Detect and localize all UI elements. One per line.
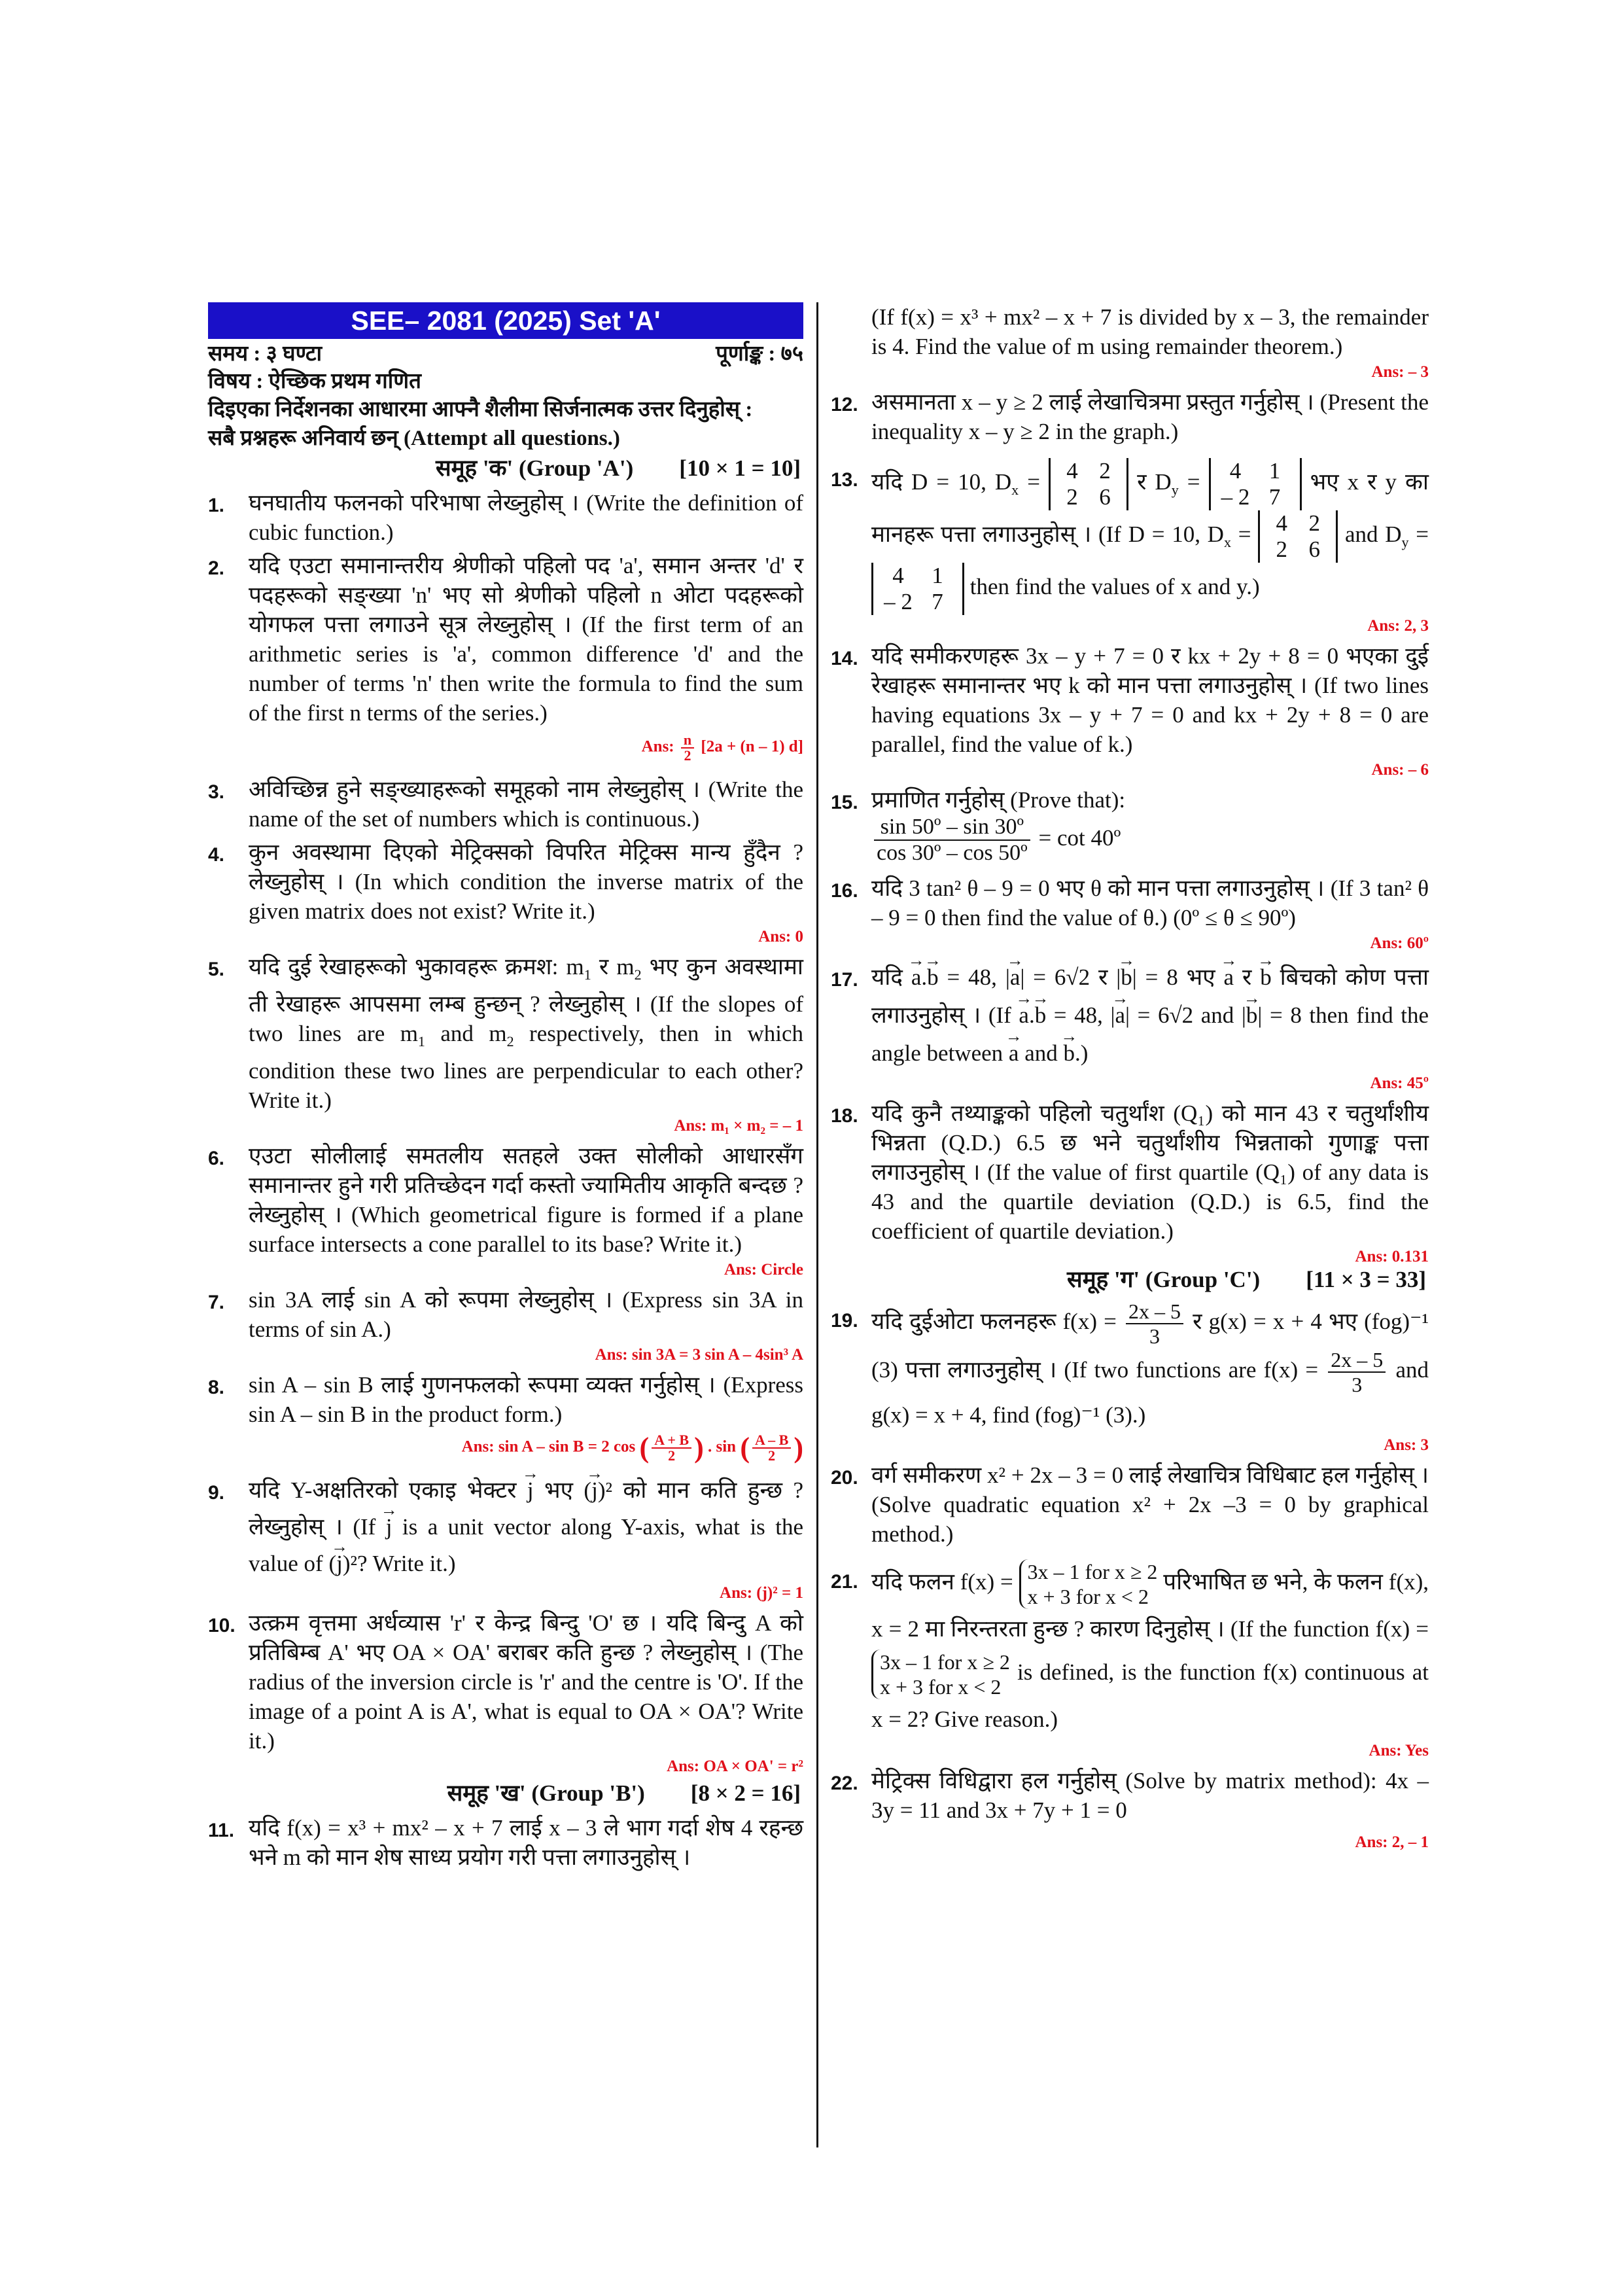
question-14	[831, 641, 1429, 759]
subject-label: विषय : ऐच्छिक प्रथम गणित	[208, 370, 421, 393]
answer: Ans: OA × OA' = r²	[667, 1757, 803, 1775]
question-number: 11.	[208, 1820, 235, 1841]
question-text: यदि एउटा समानान्तरीय श्रेणीको पहिलो पद 'a', समान अन्तर 'd' र पदहरूको सङ्ख्या 'n' भए सो श्रेणीको पहिलो n ओटा पदहरूको योगफल पत्ता लगाउने सूत्र लेख्नुहोस् । (If the first term of an arithmetic series is 'a', common difference 'd' and the number of terms 'n' then write the formula to find the sum of the first n terms of the series.)	[249, 553, 803, 726]
question-text: यदि → a.→ b = 48, |→ a| = 6√2 र |→ b| = 8 भए → a र → b बिचको कोण पत्ता लगाउनुहोस् । (If → a.→ b = 48, |→ a| = 6√2 and |→ b| = 8 then find the angle between → a and → b.)	[871, 959, 1429, 1072]
answer: Ans: 60º	[1370, 934, 1429, 952]
question-11	[208, 1813, 803, 1872]
group-a-marks: [10 × 1 = 10]	[679, 455, 801, 481]
right-column	[831, 302, 1429, 1854]
question-16	[831, 874, 1429, 932]
answer: Ans: 3	[1384, 1436, 1429, 1454]
answer: Ans: 45º	[1370, 1074, 1429, 1092]
question-3	[208, 775, 803, 834]
answer: Ans: 0	[758, 928, 803, 945]
group-b-marks: [8 × 2 = 16]	[690, 1780, 801, 1806]
question-text: असमानता x – y ≥ 2 लाई लेखाचित्रमा प्रस्तुत गर्नुहोस् । (Present the inequality x – y ≥ 2 in the graph.)	[871, 389, 1429, 444]
determinant-dy: 4 1 – 2 7	[1209, 458, 1302, 510]
group-a-label: समूह 'क' (Group 'A')	[435, 455, 634, 481]
question-18	[831, 1099, 1429, 1246]
question-number: 9.	[208, 1482, 225, 1504]
answer: Ans: (j)² = 1	[720, 1584, 803, 1602]
question-number: 20.	[831, 1467, 858, 1489]
answer: Ans: sin A – sin B = 2 cos ( $\frac{A + B}{2}$ ) . sin ( $\frac{A - B}{2}$ )	[461, 1432, 803, 1464]
question-text: कुन अवस्थामा दिएको मेट्रिक्सको विपरित मेट्रिक्स मान्य हुँदैन ? लेख्नुहोस् । (In which condition the inverse matrix of the given matrix does not exist? Write it.)	[249, 839, 803, 924]
answer: Ans: Circle	[724, 1261, 803, 1279]
full-marks-label: पूर्णाङ्क : ७५	[716, 342, 803, 366]
question-4	[208, 838, 803, 926]
question-number: 4.	[208, 844, 225, 866]
question-number: 19.	[831, 1310, 858, 1332]
question-number: 17.	[831, 969, 858, 991]
question-text: यदि 3 tan² θ – 9 = 0 भए θ को मान पत्ता लगाउनुहोस् । (If 3 tan² θ – 9 = 0 then find the value of θ.) (0º ≤ θ ≤ 90º)	[871, 875, 1429, 930]
group-c-label: समूह 'ग' (Group 'C')	[1067, 1267, 1261, 1292]
question-text: घनघातीय फलनको परिभाषा लेख्नुहोस् । (Write the definition of cubic function.)	[249, 490, 803, 545]
question-text: यदि D = 10, $D_x$ = 4 2 2 6 र $D_y$ = 4 1 – 2 7 भए x र y का मानहरू पत्ता लगाउनुहोस् । (If D = 10, $D_x$ = 4 2 2 6 and $D_y$ = 4 1 – 2 7 then find the values of x and y.)	[871, 458, 1429, 614]
answer: Ans: 2, – 1	[1355, 1833, 1429, 1851]
attempt-all-text: सबै प्रश्नहरू अनिवार्य छन् (Attempt all questions.)	[208, 427, 620, 450]
question-number: 1.	[208, 495, 225, 516]
question-text: अविच्छिन्न हुने सङ्ख्याहरूको समूहको नाम लेख्नुहोस् । (Write the name of the set of numbers which is continuous.)	[249, 777, 803, 832]
question-text: यदि दुईओटा फलनहरू f(x) = $\frac{2x - 5}{3}$ र g(x) = x + 4 भए (fog)⁻¹ (3) पत्ता लगाउनुहोस् । (If two functions are f(x) = $\frac{2x - 5}{3}$ and g(x) = x + 4, find (fog)⁻¹ (3).)	[871, 1299, 1429, 1428]
question-9	[208, 1472, 803, 1582]
question-number: 8.	[208, 1377, 225, 1398]
question-text: यदि समीकरणहरू 3x – y + 7 = 0 र kx + 2y + 8 = 0 भएका दुई रेखाहरू समानान्तर भए k को मान पत्ता लगाउनुहोस् । (If two lines having equations 3x – y + 7 = 0 and kx + 2y + 8 = 0 are parallel, find the value of k.)	[871, 643, 1429, 757]
question-13	[831, 458, 1429, 615]
question-11-continued	[831, 302, 1429, 361]
question-number: 22.	[831, 1773, 858, 1794]
group-a-heading	[208, 453, 803, 484]
question-text: उत्क्रम वृत्तमा अर्धव्यास 'r' र केन्द्र बिन्दु 'O' छ । यदि बिन्दु A को प्रतिबिम्ब A' भए OA × OA' बराबर कति हुन्छ ? लेख्नुहोस् । (The radius of the inversion circle is 'r' and the centre is 'O'. If the image of a point A is A', what is equal to OA × OA'? Write it.)	[249, 1610, 803, 1754]
answer: Ans: $\frac{n}{2}$ [2a + (n – 1) d]	[641, 732, 803, 764]
exam-banner: SEE– 2081 (2025) Set 'A'	[208, 302, 803, 339]
instruction-text: दिइएका निर्देशनका आधारमा आफ्नै शैलीमा सिर्जनात्मक उत्तर दिनुहोस् :	[208, 398, 753, 421]
answer: Ans: Yes	[1369, 1742, 1429, 1759]
question-number: 13.	[831, 469, 858, 491]
question-number: 18.	[831, 1105, 858, 1127]
answer: Ans: m₁ × m₂ = – 1	[674, 1117, 803, 1135]
question-7	[208, 1285, 803, 1344]
question-text: मेट्रिक्स विधिद्वारा हल गर्नुहोस् (Solve by matrix method): 4x – 3y = 11 and 3x + 7y + 1 = 0	[871, 1768, 1429, 1823]
question-number: 10.	[208, 1615, 236, 1636]
question-20	[831, 1460, 1429, 1549]
question-text: यदि f(x) = x³ + mx² – x + 7 लाई x – 3 ले भाग गर्दा शेष 4 रहन्छ भने m को मान शेष साध्य प्रयोग गरी पत्ता लगाउनुहोस् ।	[249, 1815, 803, 1870]
determinant-dx: 4 2 2 6	[1049, 458, 1128, 510]
answer: Ans: – 3	[1371, 363, 1429, 381]
question-22	[831, 1766, 1429, 1825]
question-number: 3.	[208, 781, 225, 803]
piecewise-cases: 3x – 1 for x ≥ 2 x + 3 for x < 2	[871, 1650, 1010, 1699]
question-number: 7.	[208, 1292, 225, 1313]
group-c-heading	[831, 1264, 1429, 1296]
question-number: 14.	[831, 648, 858, 669]
question-10	[208, 1608, 803, 1756]
answer: Ans: 2, 3	[1367, 617, 1429, 635]
question-text: एउटा सोलीलाई समतलीय सतहले उक्त सोलीको आधारसँग समानान्तर हुने गरी प्रतिच्छेदन गर्दा कस्तो ज्यामितीय आकृति बन्दछ ? लेख्नुहोस् । (Which geometrical figure is formed if a plane surface intersects a cone parallel to its base? Write it.)	[249, 1143, 803, 1257]
question-number: 16.	[831, 880, 858, 902]
answer: Ans: sin 3A = 3 sin A – 4sin³ A	[595, 1346, 803, 1364]
question-text: sin A – sin B लाई गुणनफलको रूपमा व्यक्त गर्नुहोस् । (Express sin A – sin B in the product form.)	[249, 1372, 803, 1427]
question-5	[208, 952, 803, 1115]
question-17	[831, 959, 1429, 1072]
question-text: वर्ग समीकरण x² + 2x – 3 = 0 लाई लेखाचित्र विधिबाट हल गर्नुहोस् । (Solve quadratic equation x² + 2x –3 = 0 by graphical method.)	[871, 1462, 1429, 1547]
question-15	[831, 785, 1429, 866]
left-column	[208, 302, 803, 1872]
question-21	[831, 1559, 1429, 1740]
group-b-label: समूह 'ख' (Group 'B')	[447, 1780, 645, 1806]
question-text: यदि Y-अक्षतिरको एकाइ भेक्टर → j भए (→ j)² को मान कति हुन्छ ? लेख्नुहोस् । (If → j is a unit vector along Y-axis, what is the value of (→ j)²? Write it.)	[249, 1472, 803, 1582]
question-text: यदि फलन f(x) = 3x – 1 for x ≥ 2 x + 3 for x < 2 परिभाषित छ भने, के फलन f(x), x = 2 मा निरन्तरता हुन्छ ? कारण दिनुहोस् । (If the function f(x) = 3x – 1 for x ≥ 2 x + 3 for x < 2 is defined, is the function f(x) continuous at x = 2? Give reason.)	[871, 1560, 1429, 1732]
question-text: यदि कुनै तथ्याङ्कको पहिलो चतुर्थांश (Q₁) को मान 43 र चतुर्थांशीय भिन्नता (Q.D.) 6.5 छ भने चतुर्थांशीय भिन्नताको गुणाङ्क पत्ता लगाउनुहोस् । (If the value of first quartile (Q₁) of any data is 43 and the quartile deviation (Q.D.) is 6.5, find the coefficient of quartile deviation.)	[871, 1101, 1429, 1244]
question-1	[208, 488, 803, 547]
question-text: sin 3A लाई sin A को रूपमा लेख्नुहोस् । (Express sin 3A in terms of sin A.)	[249, 1287, 803, 1342]
column-divider	[816, 302, 818, 2147]
meta-row	[208, 340, 803, 368]
question-6	[208, 1141, 803, 1259]
question-number: 12.	[831, 394, 858, 415]
question-text: यदि दुई रेखाहरूको भुकावहरू क्रमश: $m_1$ र $m_2$ भए कुन अवस्थामा ती रेखाहरू आपसमा लम्ब हुन्छन् ? लेख्नुहोस् । (If the slopes of two lines are $m_1$ and $m_2$ respectively, then in which condition these two lines are perpendicular to each other? Write it.)	[249, 954, 803, 1113]
group-c-marks: [11 × 3 = 33]	[1306, 1267, 1426, 1292]
question-number: 21.	[831, 1571, 858, 1593]
question-number: 6.	[208, 1148, 225, 1169]
piecewise-cases: 3x – 1 for x ≥ 2 x + 3 for x < 2	[1019, 1559, 1158, 1609]
determinant-dx-en: 4 2 2 6	[1258, 510, 1338, 563]
question-2	[208, 551, 803, 728]
question-number: 5.	[208, 959, 225, 980]
question-number: 2.	[208, 557, 225, 579]
question-number: 15.	[831, 792, 858, 813]
identity-fraction: $\frac{\text{sin 50º – sin 30º}}{\text{cos 30º – cos 50º}}$	[874, 815, 1030, 866]
answer-fraction: $\frac{n}{2}$	[681, 733, 694, 763]
question-text: (If f(x) = x³ + mx² – x + 7 is divided by x – 3, the remainder is 4. Find the value of m using remainder theorem.)	[871, 304, 1429, 359]
determinant-dy-en: 4 1 – 2 7	[871, 563, 964, 615]
time-label: समय : ३ घण्टा	[208, 342, 323, 366]
question-19	[831, 1299, 1429, 1434]
question-12	[831, 387, 1429, 446]
answer: Ans: – 6	[1371, 761, 1429, 779]
question-text: प्रमाणित गर्नुहोस् (Prove that): $\frac{\text{sin 50º – sin 30º}}{\text{cos 30º – cos 50º}}$ = cot 40º	[871, 787, 1126, 865]
group-b-heading	[208, 1778, 803, 1809]
question-8	[208, 1370, 803, 1429]
answer: Ans: 0.131	[1355, 1248, 1429, 1265]
